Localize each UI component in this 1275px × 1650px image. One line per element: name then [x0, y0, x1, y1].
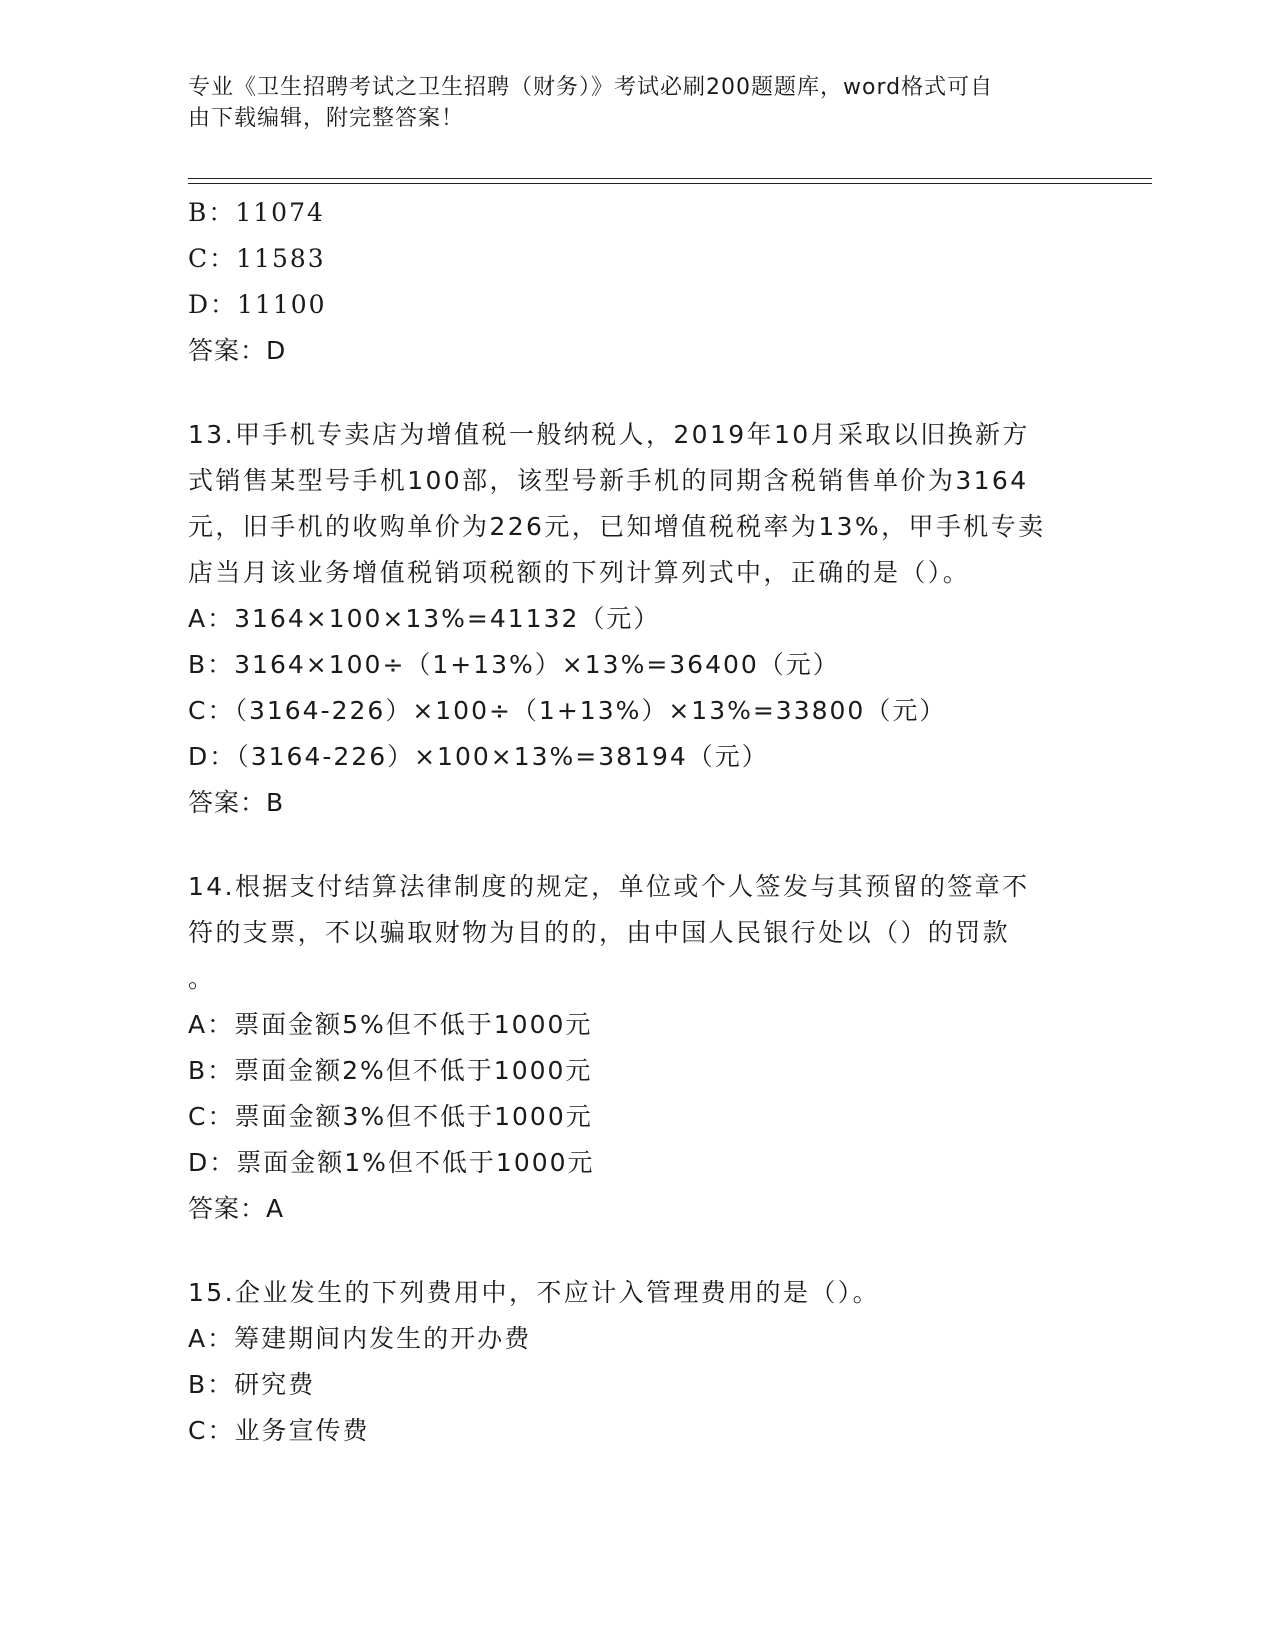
option-c: C：票面金额3%但不低于1000元 [188, 1102, 593, 1131]
option-a: A：票面金额5%但不低于1000元 [188, 1010, 593, 1039]
option-b: B：11074 [188, 198, 325, 227]
question-text-line: 13.甲手机专卖店为增值税一般纳税人，2019年10月采取以旧换新方 [188, 420, 1030, 449]
question-text [188, 412, 1078, 596]
option-a: A：3164×100×13%=41132（元） [188, 604, 661, 633]
option-c: C：11583 [188, 244, 326, 273]
question-text-line: 元，旧手机的收购单价为226元，已知增值税税率为13%，甲手机专卖 [188, 512, 1046, 541]
question-text-line: 15.企业发生的下列费用中，不应计入管理费用的是（）。 [188, 1278, 881, 1307]
question-text-line: 14.根据支付结算法律制度的规定，单位或个人签发与其预留的签章不 [188, 872, 1030, 901]
question-15 [188, 1270, 1088, 1454]
header-divider [188, 183, 1152, 184]
option-c: C：（3164-226）×100÷（1+13%）×13%=33800（元） [188, 696, 947, 725]
answer-line: 答案：D [188, 336, 287, 365]
header-line: 由下载编辑，附完整答案！ [188, 106, 465, 131]
header-line: 专业《卫生招聘考试之卫生招聘（财务）》考试必刷200题题库，word格式可自 [188, 75, 994, 100]
document-header [188, 72, 1068, 134]
question-14 [188, 864, 1088, 1232]
question-fragment [188, 190, 1088, 374]
question-text-line: 式销售某型号手机100部，该型号新手机的同期含税销售单价为3164 [188, 466, 1029, 495]
option-c: C：业务宣传费 [188, 1416, 370, 1445]
option-a: A：筹建期间内发生的开办费 [188, 1324, 532, 1353]
question-text [188, 1270, 1078, 1316]
header-divider [188, 178, 1152, 179]
option-b: B：研究费 [188, 1370, 316, 1399]
answer-line: 答案：A [188, 1194, 285, 1223]
document-body [188, 190, 1088, 1454]
question-text-line: 店当月该业务增值税销项税额的下列计算列式中，正确的是（）。 [188, 558, 971, 587]
option-d: D：（3164-226）×100×13%=38194（元） [188, 742, 769, 771]
question-text-line: 。 [188, 964, 216, 993]
option-b: B：3164×100÷（1+13%）×13%=36400（元） [188, 650, 840, 679]
answer-line: 答案：B [188, 788, 285, 817]
question-13 [188, 412, 1088, 826]
question-text-line: 符的支票，不以骗取财物为目的的，由中国人民银行处以（）的罚款 [188, 918, 1011, 947]
option-d: D：11100 [188, 290, 327, 319]
question-text [188, 864, 1078, 1002]
option-d: D：票面金额1%但不低于1000元 [188, 1148, 595, 1177]
option-b: B：票面金额2%但不低于1000元 [188, 1056, 593, 1085]
